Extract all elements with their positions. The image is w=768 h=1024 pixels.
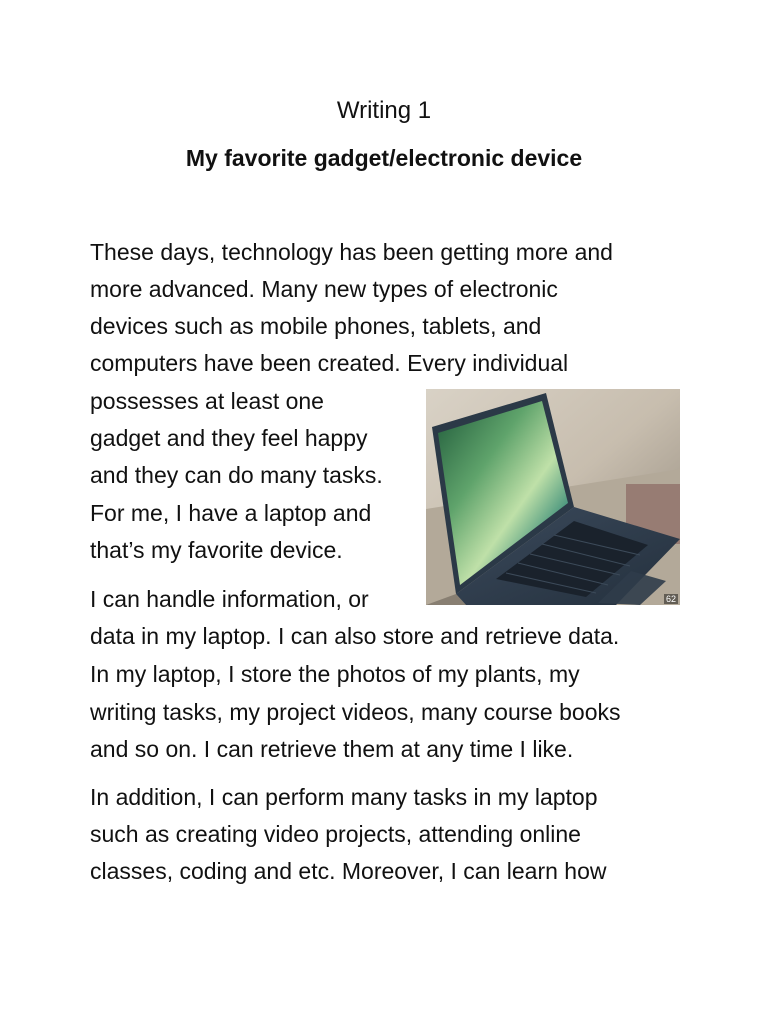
paragraph-line: computers have been created. Every individual — [90, 350, 569, 376]
photo-badge: 62 — [665, 594, 676, 604]
paragraph-line: These days, technology has been getting more and — [90, 239, 613, 265]
paragraph-line: For me, I have a laptop and — [90, 500, 372, 526]
paragraph-line: possesses at least one — [90, 388, 324, 414]
paragraph-line: more advanced. Many new types of electronic — [90, 276, 558, 302]
paragraph-line: such as creating video projects, attending online — [90, 821, 581, 847]
paragraph-line: classes, coding and etc. Moreover, I can learn how — [90, 858, 607, 884]
paragraph-line: data in my laptop. I can also store and retrieve data. — [90, 623, 620, 649]
paragraph-line: devices such as mobile phones, tablets, and — [90, 313, 542, 339]
paragraph-line: In my laptop, I store the photos of my plants, my — [90, 661, 580, 687]
paragraph-line: writing tasks, my project videos, many course books — [90, 699, 621, 725]
laptop-photo — [426, 389, 680, 605]
laptop-image — [426, 389, 680, 605]
paragraph-line: that’s my favorite device. — [90, 537, 343, 563]
document-subtitle: My favorite gadget/electronic device — [185, 145, 583, 171]
paragraph-line: and they can do many tasks. — [90, 462, 383, 488]
paragraph-line: gadget and they feel happy — [90, 425, 368, 451]
document-title: Writing 1 — [336, 97, 432, 124]
paragraph-line: and so on. I can retrieve them at any time I like. — [90, 736, 574, 762]
paragraph-line: In addition, I can perform many tasks in my laptop — [90, 784, 598, 810]
paragraph-line: I can handle information, or — [90, 586, 369, 612]
